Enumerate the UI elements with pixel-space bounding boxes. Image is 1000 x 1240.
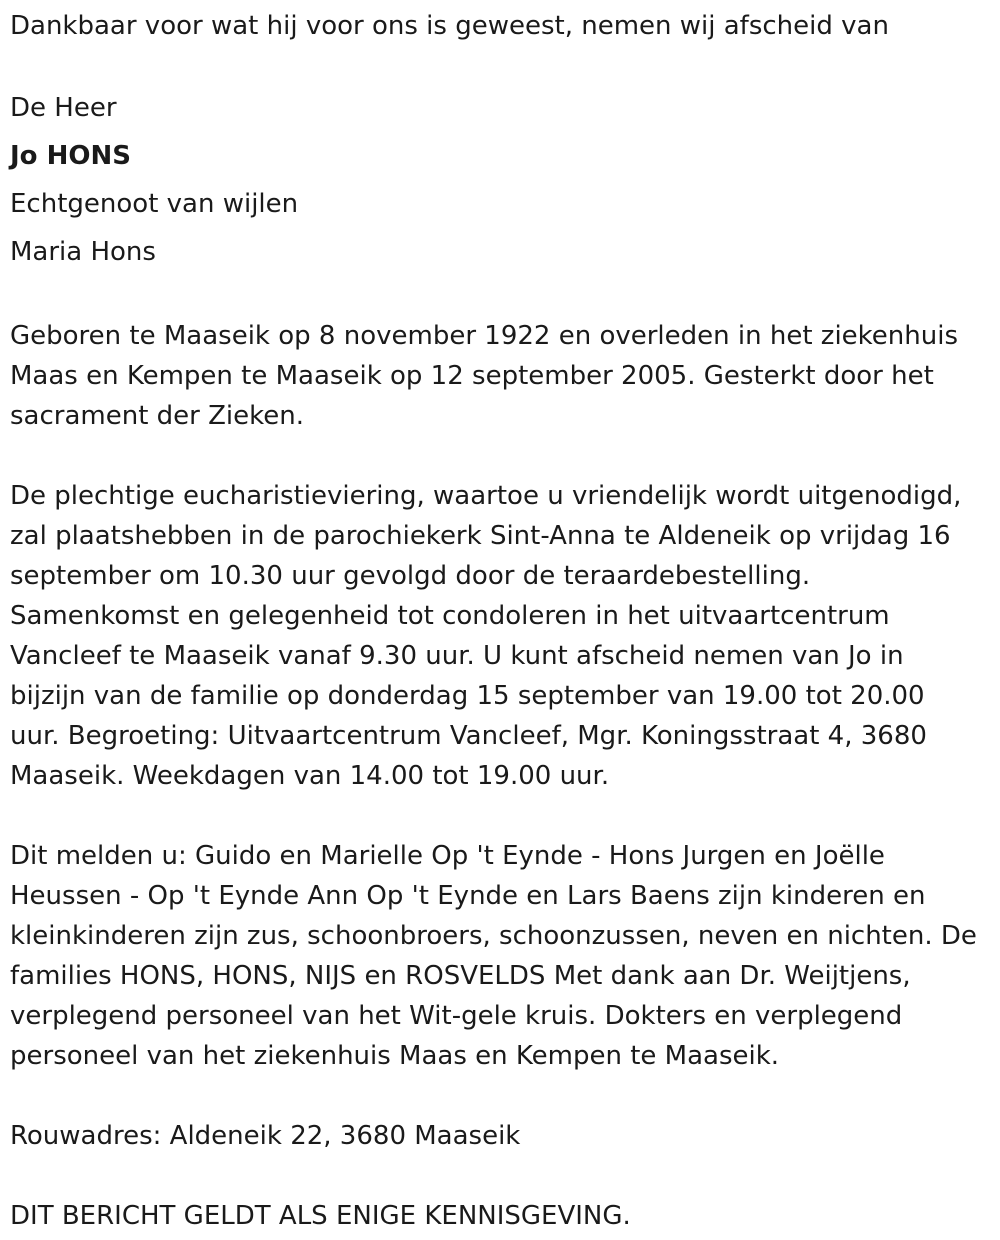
text-line: personeel van het ziekenhuis Maas en Kempen te Maaseik. <box>10 1041 780 1071</box>
relation-line: Echtgenoot van wijlen <box>10 189 299 219</box>
closing-notice: DIT BERICHT GELDT ALS ENIGE KENNISGEVING. <box>10 1201 631 1231</box>
text-line: Samenkomst en gelegenheid tot condoleren in het uitvaartcentrum <box>10 601 890 631</box>
text-line: kleinkinderen zijn zus, schoonbroers, schoonzussen, neven en nichten. De <box>10 921 977 951</box>
text-line: bijzijn van de familie op donderdag 15 september van 19.00 tot 20.00 <box>10 681 925 711</box>
text-line: sacrament der Zieken. <box>10 401 305 431</box>
spouse-name: Maria Hons <box>10 237 156 267</box>
text-line: Vancleef te Maaseik vanaf 9.30 uur. U kunt afscheid nemen van Jo in <box>10 641 904 671</box>
mass-paragraph <box>10 476 990 796</box>
text-line: Geboren te Maaseik op 8 november 1922 en overleden in het ziekenhuis <box>10 321 958 351</box>
text-line: Maaseik. Weekdagen van 14.00 tot 19.00 uur. <box>10 761 610 791</box>
text-line: verplegend personeel van het Wit-gele kruis. Dokters en verplegend <box>10 1001 903 1031</box>
text-line: Maas en Kempen te Maaseik op 12 september 2005. Gesterkt door het <box>10 361 934 391</box>
text-line: uur. Begroeting: Uitvaartcentrum Vancleef, Mgr. Koningsstraat 4, 3680 <box>10 721 927 751</box>
text-line: zal plaatshebben in de parochiekerk Sint-Anna te Aldeneik op vrijdag 16 <box>10 521 951 551</box>
intro-line: Dankbaar voor wat hij voor ons is geweest, nemen wij afscheid van <box>10 11 889 41</box>
honorific: De Heer <box>10 93 117 123</box>
text-line: Dit melden u: Guido en Marielle Op 't Eynde - Hons Jurgen en Joëlle <box>10 841 885 871</box>
text-line: families HONS, HONS, NIJS en ROSVELDS Met dank aan Dr. Weijtjens, <box>10 961 911 991</box>
birth-paragraph <box>10 316 990 436</box>
text-line: De plechtige eucharistieviering, waartoe u vriendelijk wordt uitgenodigd, <box>10 481 962 511</box>
deceased-name: Jo HONS <box>10 141 131 171</box>
text-line: Heussen - Op 't Eynde Ann Op 't Eynde en Lars Baens zijn kinderen en <box>10 881 926 911</box>
text-line: september om 10.30 uur gevolgd door de teraardebestelling. <box>10 561 811 591</box>
family-paragraph <box>10 836 990 1076</box>
mourning-address: Rouwadres: Aldeneik 22, 3680 Maaseik <box>10 1121 521 1151</box>
